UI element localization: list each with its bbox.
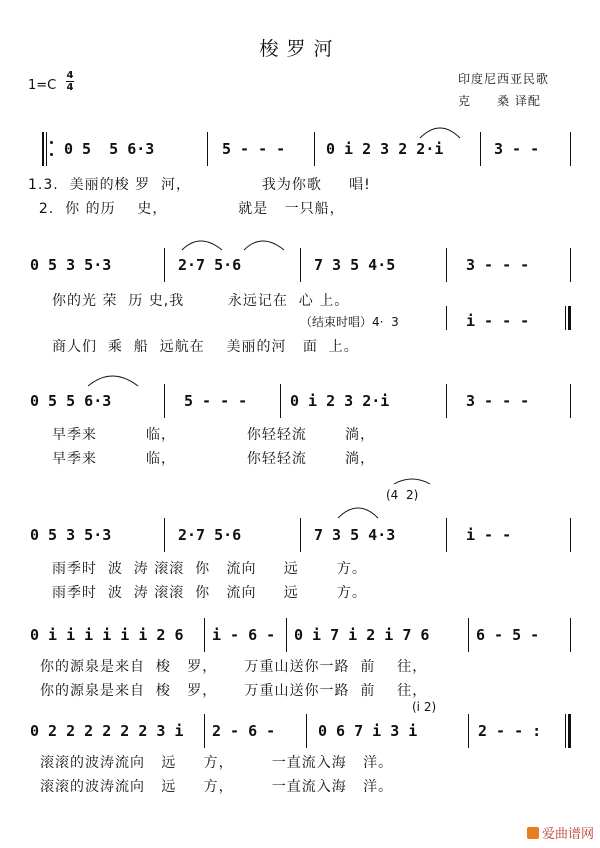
measure-5-3: 0 i 7 i 2 i 7 6 (294, 626, 430, 644)
ending-measure: i - - - (466, 312, 530, 330)
lyric-row-6-b: 滚滚的波涛流向 远 方， 一直流入海 洋。 (40, 779, 394, 795)
measure-1-1: 0 5 5 6·3 (64, 140, 155, 158)
variant-notes: (4 2) (386, 488, 419, 502)
measure-5-2: i - 6 - (212, 626, 276, 644)
measure-3-2: 5 - - - (184, 392, 248, 410)
lyric-row-2-a: 你的光 荣 历 史,我 永远记在 心 上。 (52, 293, 350, 309)
lyric-row-2-b: 商人们 乘 船 远航在 美丽的河 面 上。 (52, 339, 359, 355)
repeat-barline (42, 132, 44, 166)
time-signature (66, 70, 74, 93)
measure-6-1: 0 2 2 2 2 2 2 3 i (30, 722, 184, 740)
measure-1-2: 5 - - - (222, 140, 286, 158)
key-signature: 1=C (28, 78, 57, 93)
meter-bottom: 4 (66, 82, 74, 93)
music-note-icon (527, 827, 539, 839)
lyric-row-1-a: 1.3. 美丽的梭 罗 河， 我为你歌 唱! (28, 177, 371, 193)
lyric-row-5-b: 你的源泉是来自 梭 罗， 万重山送你一路 前 往， (40, 683, 428, 699)
measure-3-4: 3 - - - (466, 392, 530, 410)
measure-2-3: 7 3 5 4·5 (314, 256, 396, 274)
lyric-row-1-b: 2. 你 的历 史， 就是 一只船， (28, 201, 345, 217)
measure-4-2: 2·7 5·6 (178, 526, 242, 544)
ending-label: （结束时唱）4· 3 (300, 315, 399, 329)
lyric-row-3-b: 早季来 临， 你轻轻流 淌， (52, 451, 376, 467)
measure-6-3: 0 6 7 i 3 i (318, 722, 418, 740)
lyric-row-3-a: 早季来 临， 你轻轻流 淌， (52, 427, 376, 443)
measure-4-4: i - - (466, 526, 512, 544)
measure-3-3: 0 i 2 3 2·i (290, 392, 390, 410)
page-title: 梭罗河 (259, 38, 341, 60)
meter-top: 4 (66, 70, 74, 81)
measure-2-1: 0 5 3 5·3 (30, 256, 112, 274)
origin-credit: 印度尼西亚民歌 (458, 72, 550, 86)
lyric-row-6-a: 滚滚的波涛流向 远 方， 一直流入海 洋。 (40, 755, 394, 771)
end-repeat-barline (568, 714, 571, 748)
lyric-row-4-b: 雨季时 波 涛 滚滚 你 流向 远 方。 (52, 585, 367, 601)
measure-4-3: 7 3 5 4·3 (314, 526, 396, 544)
measure-5-4: 6 - 5 - (476, 626, 540, 644)
measure-6-4: 2 - - : (478, 722, 542, 740)
site-watermark (527, 823, 594, 842)
measure-2-2: 2·7 5·6 (178, 256, 242, 274)
measure-4-1: 0 5 3 5·3 (30, 526, 112, 544)
measure-1-3: 0 i 2 3 2 2·i (326, 140, 444, 158)
lyric-row-4-a: 雨季时 波 涛 滚滚 你 流向 远 方。 (52, 561, 367, 577)
lyric-row-5-a: 你的源泉是来自 梭 罗， 万重山送你一路 前 往， (40, 659, 428, 675)
measure-5-1: 0 i i i i i i 2 6 (30, 626, 184, 644)
final-barline (568, 306, 571, 330)
measure-2-4: 3 - - - (466, 256, 530, 274)
measure-1-4: 3 - - (494, 140, 540, 158)
measure-6-2: 2 - 6 - (212, 722, 276, 740)
watermark-text: 爱曲谱网 (541, 827, 594, 842)
variant-notes-2: (i 2) (412, 700, 437, 714)
measure-3-1: 0 5 5 6·3 (30, 392, 112, 410)
translator-credit: 克 桑 译配 (458, 94, 541, 108)
